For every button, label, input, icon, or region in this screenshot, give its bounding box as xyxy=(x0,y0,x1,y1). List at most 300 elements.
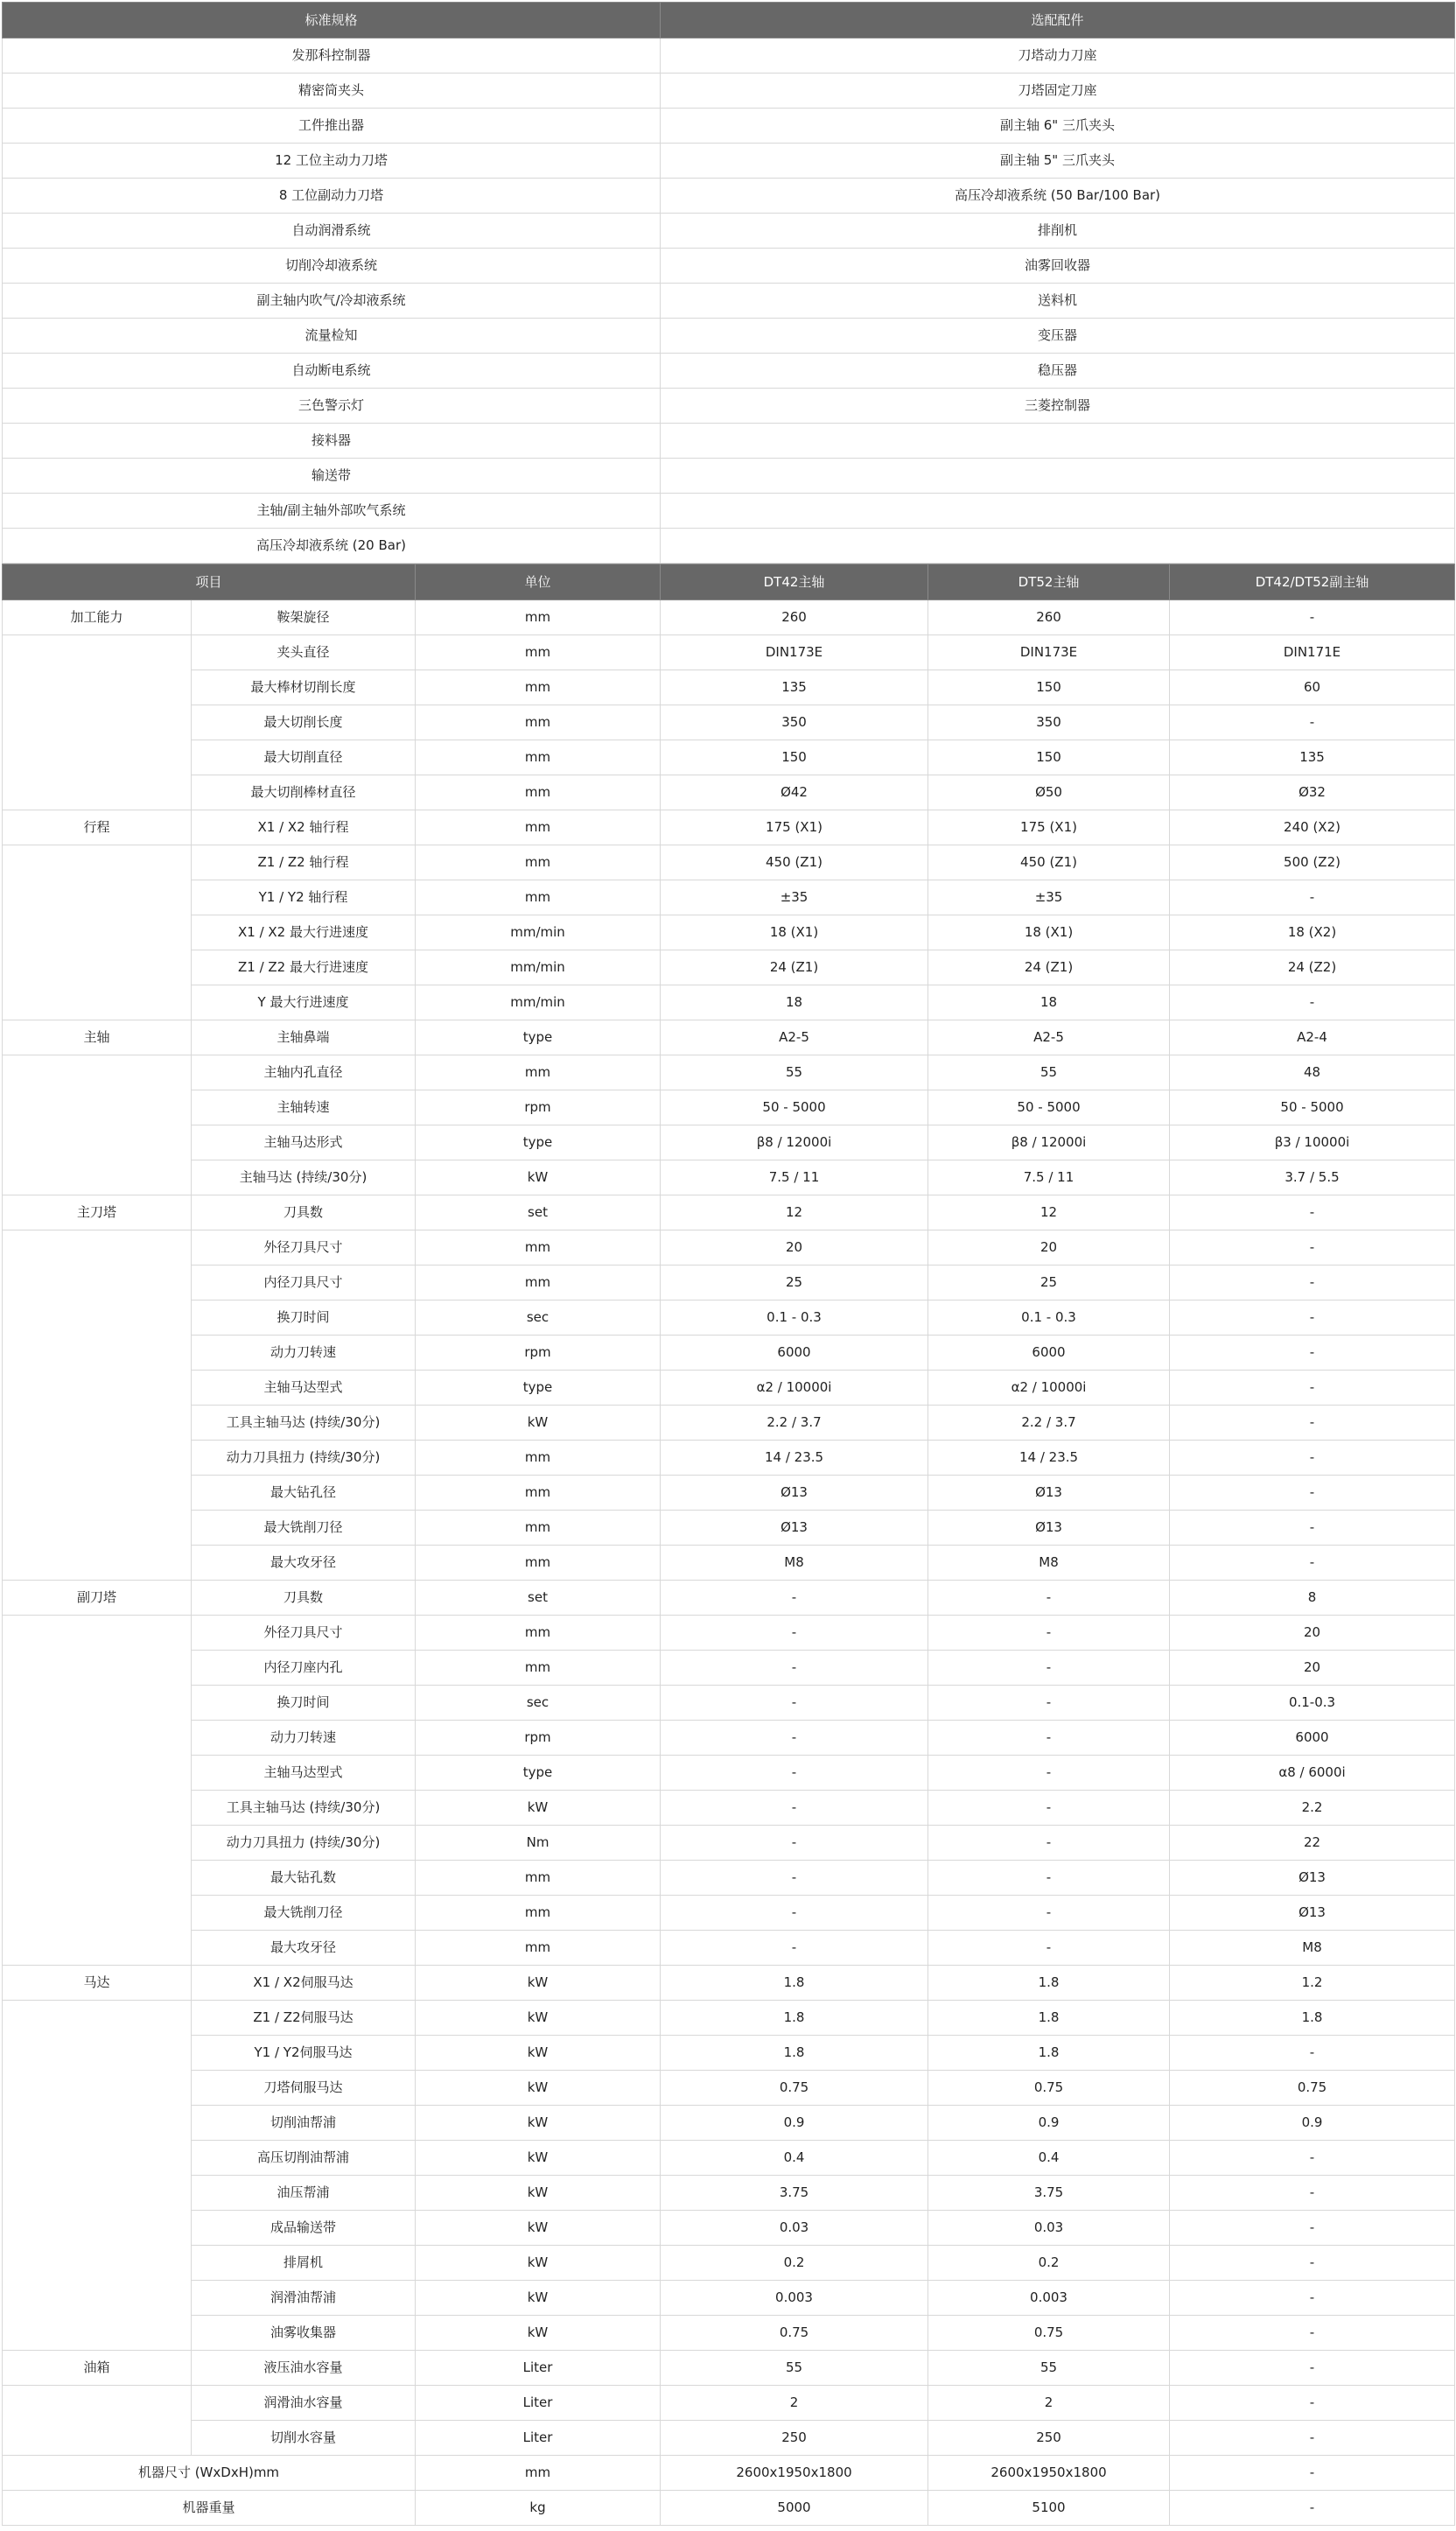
item-cell: 换刀时间 xyxy=(192,1301,416,1336)
table-row xyxy=(3,600,1455,635)
dt52-value-cell: 0.75 xyxy=(928,2316,1170,2351)
table-row xyxy=(3,670,1455,705)
sub-spindle-value-cell: 0.9 xyxy=(1170,2106,1455,2141)
sub-spindle-value-cell: - xyxy=(1170,2351,1455,2386)
group-cell xyxy=(3,2281,192,2316)
table-row xyxy=(3,1651,1455,1686)
dt42-value-cell: - xyxy=(661,1756,928,1791)
table-row xyxy=(3,179,1455,214)
unit-cell: mm xyxy=(416,705,661,740)
optional-accessory-cell xyxy=(661,424,1455,459)
unit-cell: kW xyxy=(416,2281,661,2316)
unit-cell: type xyxy=(416,1125,661,1160)
group-cell xyxy=(3,1055,192,1090)
group-cell: 主轴 xyxy=(3,1020,192,1055)
unit-cell: mm xyxy=(416,1651,661,1686)
unit-cell: kW xyxy=(416,2106,661,2141)
dt42-value-cell: - xyxy=(661,1616,928,1651)
table-row xyxy=(3,740,1455,775)
unit-cell: kW xyxy=(416,2141,661,2176)
table-row xyxy=(3,1581,1455,1616)
group-cell xyxy=(3,670,192,705)
table-row xyxy=(3,2421,1455,2456)
table-row xyxy=(3,2071,1455,2106)
item-cell: 最大切削直径 xyxy=(192,740,416,775)
sub-spindle-value-cell: - xyxy=(1170,2036,1455,2071)
dt52-value-cell: 175 (X1) xyxy=(928,810,1170,845)
item-cell: 最大切削长度 xyxy=(192,705,416,740)
unit-cell: sec xyxy=(416,1686,661,1721)
group-cell xyxy=(3,985,192,1020)
dt52-value-cell: - xyxy=(928,1581,1170,1616)
sub-spindle-value-cell: - xyxy=(1170,2246,1455,2281)
sub-spindle-value-cell: A2-4 xyxy=(1170,1020,1455,1055)
dt52-value-cell: 1.8 xyxy=(928,2036,1170,2071)
unit-cell: mm xyxy=(416,775,661,810)
item-cell: 鞍架旋径 xyxy=(192,600,416,635)
item-cell: 换刀时间 xyxy=(192,1686,416,1721)
sub-spindle-value-cell: - xyxy=(1170,2141,1455,2176)
unit-cell: mm xyxy=(416,670,661,705)
sub-spindle-value-cell: - xyxy=(1170,1476,1455,1511)
unit-cell: mm xyxy=(416,1441,661,1476)
dt42-value-cell: 2 xyxy=(661,2386,928,2421)
table-row xyxy=(3,635,1455,670)
group-cell xyxy=(3,2386,192,2421)
group-cell xyxy=(3,1721,192,1756)
table-row xyxy=(3,2211,1455,2246)
dt42-value-cell: - xyxy=(661,1826,928,1861)
group-cell xyxy=(3,740,192,775)
item-cell: X1 / X2 最大行进速度 xyxy=(192,915,416,950)
item-cell: 最大棒材切削长度 xyxy=(192,670,416,705)
unit-cell: type xyxy=(416,1371,661,1406)
group-cell xyxy=(3,2211,192,2246)
sub-spindle-value-cell: - xyxy=(1170,1511,1455,1546)
unit-cell: mm xyxy=(416,1476,661,1511)
dt42-value-cell: 2.2 / 3.7 xyxy=(661,1406,928,1441)
item-cell: 外径刀具尺寸 xyxy=(192,1230,416,1266)
sub-spindle-value-cell: 500 (Z2) xyxy=(1170,845,1455,880)
dt42-value-cell: 0.2 xyxy=(661,2246,928,2281)
standard-spec-cell: 高压冷却液系统 (20 Bar) xyxy=(3,529,661,564)
item-cell: 主轴转速 xyxy=(192,1090,416,1125)
unit-cell: mm xyxy=(416,1055,661,1090)
item-cell: Z1 / Z2伺服马达 xyxy=(192,2001,416,2036)
item-cell: 机器重量 xyxy=(3,2491,416,2526)
dt52-value-cell: 350 xyxy=(928,705,1170,740)
sub-spindle-value-cell: - xyxy=(1170,2281,1455,2316)
table-row xyxy=(3,1371,1455,1406)
dt52-value-cell: 7.5 / 11 xyxy=(928,1160,1170,1195)
table-row xyxy=(3,1721,1455,1756)
item-cell: 动力刀具扭力 (持续/30分) xyxy=(192,1826,416,1861)
unit-cell: set xyxy=(416,1195,661,1230)
optional-accessory-cell: 副主轴 6" 三爪夹头 xyxy=(661,109,1455,144)
sub-spindle-value-cell: - xyxy=(1170,600,1455,635)
unit-cell: mm xyxy=(416,600,661,635)
item-cell: 外径刀具尺寸 xyxy=(192,1616,416,1651)
dt42-value-cell: - xyxy=(661,1651,928,1686)
sub-spindle-value-cell: 24 (Z2) xyxy=(1170,950,1455,985)
standard-spec-cell: 发那科控制器 xyxy=(3,39,661,74)
standard-spec-cell: 12 工位主动力刀塔 xyxy=(3,144,661,179)
group-cell: 主刀塔 xyxy=(3,1195,192,1230)
standard-spec-cell: 接料器 xyxy=(3,424,661,459)
table-row xyxy=(3,1966,1455,2001)
dt42-value-cell: 25 xyxy=(661,1266,928,1301)
unit-cell: set xyxy=(416,1581,661,1616)
group-cell xyxy=(3,1511,192,1546)
dt52-value-cell: 1.8 xyxy=(928,1966,1170,2001)
group-cell: 油箱 xyxy=(3,2351,192,2386)
optional-accessory-cell: 送料机 xyxy=(661,284,1455,319)
item-cell: 最大攻牙径 xyxy=(192,1931,416,1966)
dt52-value-cell: - xyxy=(928,1651,1170,1686)
table-row xyxy=(3,950,1455,985)
group-cell xyxy=(3,2246,192,2281)
table-row xyxy=(3,389,1455,424)
table-row xyxy=(3,2386,1455,2421)
group-cell xyxy=(3,1301,192,1336)
dt52-value-cell: - xyxy=(928,1931,1170,1966)
dt42-value-cell: 0.9 xyxy=(661,2106,928,2141)
optional-accessory-cell xyxy=(661,529,1455,564)
table-row xyxy=(3,1861,1455,1896)
dt52-value-cell: Ø50 xyxy=(928,775,1170,810)
item-cell: 刀塔伺服马达 xyxy=(192,2071,416,2106)
item-cell: 动力刀转速 xyxy=(192,1721,416,1756)
dt42-value-cell: 0.03 xyxy=(661,2211,928,2246)
table-row xyxy=(3,529,1455,564)
item-cell: 排屑机 xyxy=(192,2246,416,2281)
table-row xyxy=(3,1336,1455,1371)
item-cell: 最大钻孔数 xyxy=(192,1861,416,1896)
group-cell xyxy=(3,2421,192,2456)
dt42-value-cell: α2 / 10000i xyxy=(661,1371,928,1406)
group-cell xyxy=(3,1756,192,1791)
table-row xyxy=(3,109,1455,144)
dt42-value-cell: - xyxy=(661,1896,928,1931)
item-cell: 刀具数 xyxy=(192,1581,416,1616)
table-row xyxy=(3,1756,1455,1791)
sub-spindle-value-cell: - xyxy=(1170,1371,1455,1406)
group-cell xyxy=(3,1160,192,1195)
sub-spindle-value-cell: Ø13 xyxy=(1170,1896,1455,1931)
dt42-value-cell: 3.75 xyxy=(661,2176,928,2211)
dt42-value-cell: DIN173E xyxy=(661,635,928,670)
unit-cell: mm xyxy=(416,1616,661,1651)
table-row xyxy=(3,2281,1455,2316)
table-row xyxy=(3,1090,1455,1125)
sub-spindle-value-cell: - xyxy=(1170,2211,1455,2246)
table-row xyxy=(3,1406,1455,1441)
table-row xyxy=(3,424,1455,459)
table-row xyxy=(3,459,1455,494)
optional-accessory-cell: 副主轴 5" 三爪夹头 xyxy=(661,144,1455,179)
unit-cell: type xyxy=(416,1020,661,1055)
dt52-value-cell: - xyxy=(928,1616,1170,1651)
dt42-value-cell: 20 xyxy=(661,1230,928,1266)
table-row xyxy=(3,2001,1455,2036)
dt42-value-cell: - xyxy=(661,1861,928,1896)
item-cell: 油雾收集器 xyxy=(192,2316,416,2351)
item-cell: 动力刀转速 xyxy=(192,1336,416,1371)
optional-accessory-cell: 稳压器 xyxy=(661,354,1455,389)
dt42-value-cell: 14 / 23.5 xyxy=(661,1441,928,1476)
sub-spindle-value-cell: - xyxy=(1170,1301,1455,1336)
table-row xyxy=(3,1160,1455,1195)
unit-cell: rpm xyxy=(416,1336,661,1371)
table2-header-row xyxy=(3,564,1455,600)
dt42-value-cell: 1.8 xyxy=(661,2001,928,2036)
dt52-value-cell: M8 xyxy=(928,1546,1170,1581)
table-row xyxy=(3,1230,1455,1266)
dt42-value-cell: Ø13 xyxy=(661,1511,928,1546)
unit-cell: sec xyxy=(416,1301,661,1336)
header-standard-spec: 标准规格 xyxy=(3,3,661,39)
table-row xyxy=(3,319,1455,354)
item-cell: 主轴马达型式 xyxy=(192,1371,416,1406)
dt52-value-cell: 2.2 / 3.7 xyxy=(928,1406,1170,1441)
standard-spec-cell: 切削冷却液系统 xyxy=(3,249,661,284)
item-cell: 工具主轴马达 (持续/30分) xyxy=(192,1406,416,1441)
group-cell xyxy=(3,915,192,950)
unit-cell: mm xyxy=(416,880,661,915)
item-cell: 内径刀具尺寸 xyxy=(192,1266,416,1301)
table-row xyxy=(3,284,1455,319)
dt52-value-cell: 55 xyxy=(928,1055,1170,1090)
group-cell: 行程 xyxy=(3,810,192,845)
dt52-value-cell: 3.75 xyxy=(928,2176,1170,2211)
table1-header-row xyxy=(3,3,1455,39)
dt42-value-cell: 260 xyxy=(661,600,928,635)
group-cell xyxy=(3,2141,192,2176)
unit-cell: kW xyxy=(416,2176,661,2211)
sub-spindle-value-cell: α8 / 6000i xyxy=(1170,1756,1455,1791)
dt52-value-cell: 55 xyxy=(928,2351,1170,2386)
header-dt42-spindle: DT42主轴 xyxy=(661,564,928,600)
item-cell: 油压帮浦 xyxy=(192,2176,416,2211)
table-row xyxy=(3,74,1455,109)
table-row xyxy=(3,1055,1455,1090)
item-cell: 夹头直径 xyxy=(192,635,416,670)
table-row xyxy=(3,1511,1455,1546)
dt42-value-cell: 2600x1950x1800 xyxy=(661,2456,928,2491)
group-cell xyxy=(3,1826,192,1861)
header-optional-accessories: 选配配件 xyxy=(661,3,1455,39)
dt52-value-cell: - xyxy=(928,1721,1170,1756)
unit-cell: mm xyxy=(416,1861,661,1896)
group-cell xyxy=(3,1931,192,1966)
group-cell xyxy=(3,1791,192,1826)
sub-spindle-value-cell: Ø32 xyxy=(1170,775,1455,810)
standard-spec-cell: 工件推出器 xyxy=(3,109,661,144)
dt42-value-cell: 135 xyxy=(661,670,928,705)
group-cell xyxy=(3,2001,192,2036)
group-cell xyxy=(3,1896,192,1931)
table-row xyxy=(3,249,1455,284)
unit-cell: mm/min xyxy=(416,950,661,985)
item-cell: Z1 / Z2 轴行程 xyxy=(192,845,416,880)
dt42-value-cell: 55 xyxy=(661,2351,928,2386)
item-cell: 润滑油水容量 xyxy=(192,2386,416,2421)
dt42-value-cell: 1.8 xyxy=(661,2036,928,2071)
item-cell: 最大铣削刀径 xyxy=(192,1511,416,1546)
unit-cell: kW xyxy=(416,1160,661,1195)
table-row xyxy=(3,1826,1455,1861)
item-cell: 最大钻孔径 xyxy=(192,1476,416,1511)
table-row xyxy=(3,1791,1455,1826)
dt52-value-cell: 24 (Z1) xyxy=(928,950,1170,985)
dt42-value-cell: 0.003 xyxy=(661,2281,928,2316)
group-cell xyxy=(3,2106,192,2141)
dt42-value-cell: 0.75 xyxy=(661,2071,928,2106)
unit-cell: kW xyxy=(416,1406,661,1441)
dt42-value-cell: 0.1 - 0.3 xyxy=(661,1301,928,1336)
sub-spindle-value-cell: - xyxy=(1170,1195,1455,1230)
dt42-value-cell: - xyxy=(661,1791,928,1826)
dt52-value-cell: 2 xyxy=(928,2386,1170,2421)
dt52-value-cell: 260 xyxy=(928,600,1170,635)
item-cell: 主轴内孔直径 xyxy=(192,1055,416,1090)
unit-cell: rpm xyxy=(416,1721,661,1756)
group-cell xyxy=(3,1651,192,1686)
item-cell: 动力刀具扭力 (持续/30分) xyxy=(192,1441,416,1476)
dt42-value-cell: 7.5 / 11 xyxy=(661,1160,928,1195)
sub-spindle-value-cell: - xyxy=(1170,705,1455,740)
table-row xyxy=(3,214,1455,249)
sub-spindle-value-cell: 20 xyxy=(1170,1616,1455,1651)
sub-spindle-value-cell: DIN171E xyxy=(1170,635,1455,670)
table-row xyxy=(3,2106,1455,2141)
dt52-value-cell: - xyxy=(928,1826,1170,1861)
item-cell: 刀具数 xyxy=(192,1195,416,1230)
item-cell: 主轴马达形式 xyxy=(192,1125,416,1160)
group-cell xyxy=(3,1546,192,1581)
group-cell xyxy=(3,880,192,915)
unit-cell: mm xyxy=(416,1266,661,1301)
unit-cell: kW xyxy=(416,2001,661,2036)
header-dt52-spindle: DT52主轴 xyxy=(928,564,1170,600)
unit-cell: mm/min xyxy=(416,985,661,1020)
item-cell: 工具主轴马达 (持续/30分) xyxy=(192,1791,416,1826)
item-cell: 主轴马达型式 xyxy=(192,1756,416,1791)
dt52-value-cell: A2-5 xyxy=(928,1020,1170,1055)
table-row xyxy=(3,1020,1455,1055)
item-cell: 机器尺寸 (WxDxH)mm xyxy=(3,2456,416,2491)
item-cell: 主轴鼻端 xyxy=(192,1020,416,1055)
optional-accessory-cell: 排削机 xyxy=(661,214,1455,249)
group-cell xyxy=(3,2316,192,2351)
group-cell xyxy=(3,1476,192,1511)
group-cell xyxy=(3,1371,192,1406)
table-row xyxy=(3,2456,1455,2491)
dt52-value-cell: DIN173E xyxy=(928,635,1170,670)
item-cell: 成品输送带 xyxy=(192,2211,416,2246)
item-cell: Z1 / Z2 最大行进速度 xyxy=(192,950,416,985)
dt42-value-cell: - xyxy=(661,1931,928,1966)
table-row xyxy=(3,985,1455,1020)
item-cell: 润滑油帮浦 xyxy=(192,2281,416,2316)
unit-cell: kW xyxy=(416,2211,661,2246)
group-cell xyxy=(3,705,192,740)
table-row xyxy=(3,1476,1455,1511)
group-cell xyxy=(3,1266,192,1301)
dt52-value-cell: 150 xyxy=(928,740,1170,775)
unit-cell: Liter xyxy=(416,2421,661,2456)
sub-spindle-value-cell: - xyxy=(1170,1266,1455,1301)
unit-cell: mm xyxy=(416,810,661,845)
sub-spindle-value-cell: 135 xyxy=(1170,740,1455,775)
table1-body xyxy=(3,39,1455,564)
table-row xyxy=(3,1125,1455,1160)
table-row xyxy=(3,845,1455,880)
unit-cell: Nm xyxy=(416,1826,661,1861)
dt42-value-cell: 1.8 xyxy=(661,1966,928,2001)
dt52-value-cell: 12 xyxy=(928,1195,1170,1230)
standard-spec-cell: 流量检知 xyxy=(3,319,661,354)
item-cell: 最大攻牙径 xyxy=(192,1546,416,1581)
specifications-table xyxy=(2,564,1455,2526)
dt42-value-cell: 450 (Z1) xyxy=(661,845,928,880)
sub-spindle-value-cell: - xyxy=(1170,2316,1455,2351)
table-row xyxy=(3,810,1455,845)
dt52-value-cell: 20 xyxy=(928,1230,1170,1266)
unit-cell: kW xyxy=(416,1966,661,2001)
dt42-value-cell: 350 xyxy=(661,705,928,740)
table-row xyxy=(3,39,1455,74)
dt42-value-cell: Ø42 xyxy=(661,775,928,810)
unit-cell: type xyxy=(416,1756,661,1791)
table-row xyxy=(3,915,1455,950)
unit-cell: mm xyxy=(416,1931,661,1966)
item-cell: Y 最大行进速度 xyxy=(192,985,416,1020)
dt42-value-cell: 6000 xyxy=(661,1336,928,1371)
group-cell xyxy=(3,845,192,880)
dt52-value-cell: - xyxy=(928,1791,1170,1826)
item-cell: X1 / X2 轴行程 xyxy=(192,810,416,845)
standard-spec-cell: 8 工位副动力刀塔 xyxy=(3,179,661,214)
dt42-value-cell: - xyxy=(661,1581,928,1616)
unit-cell: kW xyxy=(416,2071,661,2106)
group-cell xyxy=(3,1616,192,1651)
table-row xyxy=(3,2036,1455,2071)
sub-spindle-value-cell: - xyxy=(1170,2176,1455,2211)
group-cell xyxy=(3,1336,192,1371)
standard-spec-cell: 主轴/副主轴外部吹气系统 xyxy=(3,494,661,529)
unit-cell: Liter xyxy=(416,2351,661,2386)
item-cell: 主轴马达 (持续/30分) xyxy=(192,1160,416,1195)
dt52-value-cell: α2 / 10000i xyxy=(928,1371,1170,1406)
group-cell xyxy=(3,635,192,670)
sub-spindle-value-cell: - xyxy=(1170,1546,1455,1581)
standard-spec-cell: 精密筒夹头 xyxy=(3,74,661,109)
dt52-value-cell: 14 / 23.5 xyxy=(928,1441,1170,1476)
dt42-value-cell: 18 xyxy=(661,985,928,1020)
dt52-value-cell: 0.4 xyxy=(928,2141,1170,2176)
table-row xyxy=(3,880,1455,915)
dt52-value-cell: 25 xyxy=(928,1266,1170,1301)
table-row xyxy=(3,1266,1455,1301)
standard-spec-cell: 输送带 xyxy=(3,459,661,494)
sub-spindle-value-cell: 6000 xyxy=(1170,1721,1455,1756)
group-cell xyxy=(3,950,192,985)
optional-accessory-cell: 刀塔固定刀座 xyxy=(661,74,1455,109)
group-cell xyxy=(3,1125,192,1160)
dt52-value-cell: Ø13 xyxy=(928,1511,1170,1546)
dt42-value-cell: 18 (X1) xyxy=(661,915,928,950)
